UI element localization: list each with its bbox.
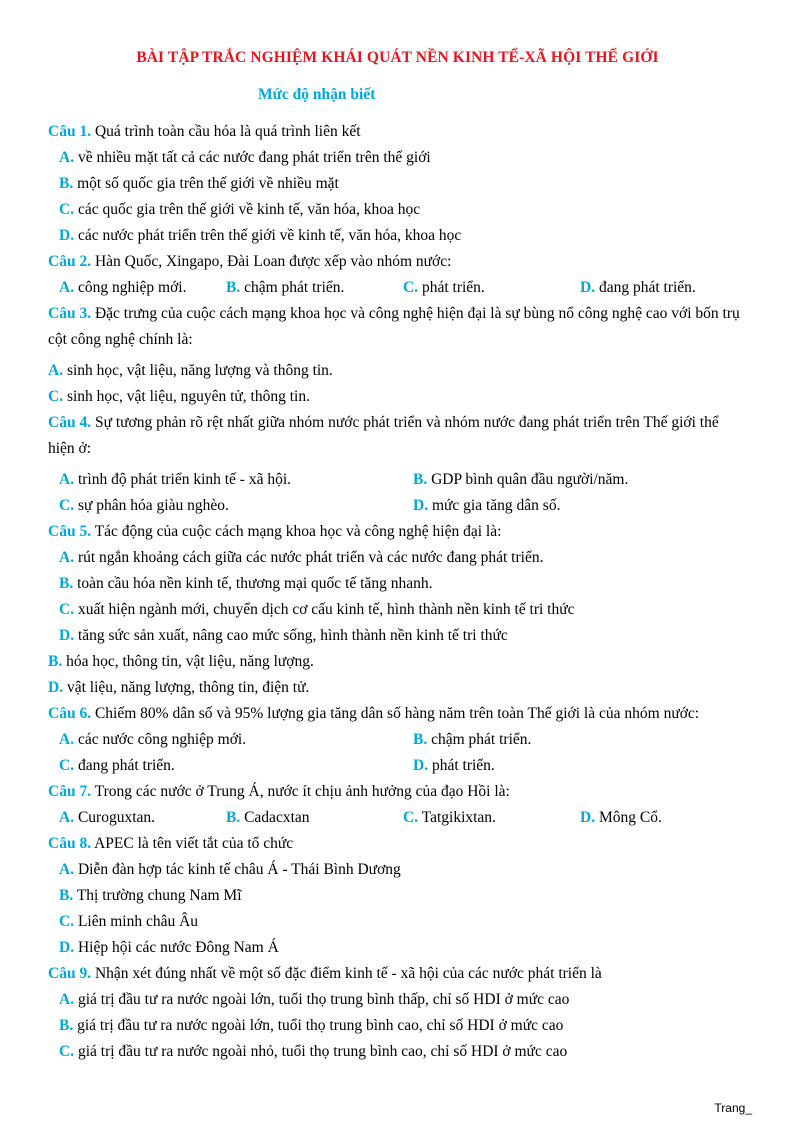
question-text: Tác động của cuộc cách mạng khoa học và công nghệ hiện đại là: bbox=[94, 523, 502, 540]
question-6 bbox=[48, 701, 748, 727]
option-text: Tatgikixtan. bbox=[421, 809, 496, 826]
option-label: A. bbox=[59, 471, 75, 488]
option-label: A. bbox=[59, 279, 75, 296]
option-a bbox=[48, 145, 748, 171]
option-b bbox=[48, 1013, 748, 1039]
option-label: C. bbox=[59, 913, 75, 930]
question-text: Hàn Quốc, Xingapo, Đài Loan được xếp vào nhóm nước: bbox=[94, 253, 452, 270]
option-text: sinh học, vật liệu, nguyên tử, thông tin. bbox=[66, 388, 310, 405]
option-b bbox=[226, 275, 403, 301]
question-text: Sự tương phản rõ rệt nhất giữa nhóm nước phát triển và nhóm nước đang phát triển trên Thế giới thể hiện ở: bbox=[48, 414, 719, 457]
option-row bbox=[48, 753, 748, 779]
option-label: A. bbox=[59, 809, 75, 826]
question-label: Câu 9. bbox=[48, 965, 92, 982]
option-text: toàn cầu hóa nền kinh tế, thương mại quốc tế tăng nhanh. bbox=[77, 575, 433, 592]
question-text: Đặc trưng của cuộc cách mạng khoa học và công nghệ hiện đại là sự bùng nổ công nghệ cao với bốn trụ cột công nghệ chính là: bbox=[48, 305, 740, 348]
question-label: Câu 5. bbox=[48, 523, 92, 540]
option-d bbox=[413, 493, 560, 519]
option-b bbox=[48, 571, 748, 597]
option-label: C. bbox=[403, 279, 419, 296]
option-c bbox=[48, 384, 748, 410]
question-label: Câu 7. bbox=[48, 783, 92, 800]
option-label: C. bbox=[59, 757, 75, 774]
question-4 bbox=[48, 410, 748, 462]
option-text: Thị trường chung Nam Mĩ bbox=[76, 887, 242, 904]
question-1 bbox=[48, 119, 748, 145]
option-label: B. bbox=[413, 471, 428, 488]
option-d bbox=[48, 623, 748, 649]
option-label: C. bbox=[59, 1043, 75, 1060]
option-text: GDP bình quân đầu người/năm. bbox=[431, 471, 629, 488]
question-5 bbox=[48, 519, 748, 545]
question-label: Câu 2. bbox=[48, 253, 92, 270]
option-b bbox=[226, 805, 403, 831]
option-text: Liên minh châu Âu bbox=[77, 913, 199, 930]
question-label: Câu 3. bbox=[48, 305, 92, 322]
question-label: Câu 1. bbox=[48, 123, 92, 140]
option-a bbox=[59, 275, 226, 301]
option-row bbox=[48, 493, 748, 519]
option-text: Diễn đàn hợp tác kinh tế châu Á - Thái Bình Dương bbox=[77, 861, 401, 878]
stray-option-d bbox=[48, 675, 748, 701]
option-label: D. bbox=[48, 679, 64, 696]
option-text: giá trị đầu tư ra nước ngoài lớn, tuổi thọ trung bình cao, chỉ số HDI ở mức cao bbox=[77, 1017, 564, 1034]
option-label: B. bbox=[59, 887, 74, 904]
option-label: D. bbox=[59, 227, 75, 244]
option-label: B. bbox=[226, 809, 241, 826]
question-9 bbox=[48, 961, 748, 987]
option-row bbox=[48, 805, 748, 831]
option-label: D. bbox=[580, 279, 596, 296]
option-row bbox=[48, 275, 748, 301]
option-label: B. bbox=[59, 175, 74, 192]
option-label: B. bbox=[226, 279, 241, 296]
option-d bbox=[580, 805, 662, 831]
option-label: D. bbox=[413, 497, 429, 514]
option-text: các quốc gia trên thế giới về kinh tế, văn hóa, khoa học bbox=[77, 201, 421, 218]
option-text: đang phát triển. bbox=[77, 757, 175, 774]
option-label: B. bbox=[413, 731, 428, 748]
option-d bbox=[48, 223, 748, 249]
option-a bbox=[48, 857, 748, 883]
option-label: C. bbox=[403, 809, 419, 826]
question-text: Quá trình toàn cầu hóa là quá trình liên kết bbox=[94, 123, 361, 140]
option-row bbox=[48, 467, 748, 493]
option-a bbox=[48, 545, 748, 571]
option-text: Hiệp hội các nước Đông Nam Á bbox=[77, 939, 279, 956]
option-c bbox=[48, 197, 748, 223]
option-text: mức gia tăng dân số. bbox=[431, 497, 561, 514]
option-c bbox=[59, 493, 413, 519]
option-a bbox=[59, 727, 413, 753]
option-text: sự phân hóa giàu nghèo. bbox=[77, 497, 229, 514]
option-text: vật liệu, năng lượng, thông tin, điện tử. bbox=[66, 679, 310, 696]
option-label: A. bbox=[59, 991, 75, 1008]
option-label: C. bbox=[59, 497, 75, 514]
option-text: hóa học, thông tin, vật liệu, năng lượng. bbox=[66, 653, 314, 670]
question-7 bbox=[48, 779, 748, 805]
option-label: D. bbox=[580, 809, 596, 826]
option-a bbox=[48, 358, 748, 384]
option-text: về nhiều mặt tất cả các nước đang phát triển trên thế giới bbox=[77, 149, 431, 166]
question-text: Nhận xét đúng nhất về một số đặc điểm kinh tế - xã hội của các nước phát triển là bbox=[94, 965, 602, 982]
option-text: giá trị đầu tư ra nước ngoài nhỏ, tuổi thọ trung bình cao, chỉ số HDI ở mức cao bbox=[77, 1043, 568, 1060]
option-text: công nghiệp mới. bbox=[77, 279, 187, 296]
question-label: Câu 6. bbox=[48, 705, 92, 722]
option-text: phát triển. bbox=[431, 757, 495, 774]
option-text: sinh học, vật liệu, năng lượng và thông tin. bbox=[66, 362, 333, 379]
option-text: các nước công nghiệp mới. bbox=[77, 731, 247, 748]
option-text: phát triển. bbox=[421, 279, 485, 296]
question-8 bbox=[48, 831, 748, 857]
option-label: A. bbox=[59, 731, 75, 748]
option-text: Mông Cổ. bbox=[598, 809, 662, 826]
question-text: APEC là tên viết tắt của tổ chức bbox=[94, 835, 294, 852]
option-label: A. bbox=[59, 149, 75, 166]
question-label: Câu 8. bbox=[48, 835, 92, 852]
option-c bbox=[48, 1039, 748, 1065]
option-text: đang phát triển. bbox=[598, 279, 696, 296]
option-b bbox=[48, 171, 748, 197]
option-label: A. bbox=[48, 362, 64, 379]
question-list bbox=[48, 119, 748, 1065]
option-d bbox=[48, 935, 748, 961]
page-footer: Trang_ bbox=[714, 1101, 752, 1115]
stray-option-b bbox=[48, 649, 748, 675]
option-label: A. bbox=[59, 861, 75, 878]
option-row bbox=[48, 727, 748, 753]
option-label: C. bbox=[59, 601, 75, 618]
option-text: chậm phát triển. bbox=[244, 279, 345, 296]
option-label: C. bbox=[59, 201, 75, 218]
option-text: xuất hiện ngành mới, chuyển dịch cơ cấu kinh tế, hình thành nền kinh tế tri thức bbox=[77, 601, 575, 618]
option-a bbox=[59, 467, 413, 493]
option-a bbox=[48, 987, 748, 1013]
option-label: D. bbox=[413, 757, 429, 774]
option-text: trình độ phát triển kinh tế - xã hội. bbox=[77, 471, 292, 488]
option-label: D. bbox=[59, 939, 75, 956]
option-d bbox=[580, 275, 696, 301]
option-text: giá trị đầu tư ra nước ngoài lớn, tuổi thọ trung bình thấp, chỉ số HDI ở mức cao bbox=[77, 991, 570, 1008]
option-label: A. bbox=[59, 549, 75, 566]
option-a bbox=[59, 805, 226, 831]
option-b bbox=[413, 467, 628, 493]
option-text: một số quốc gia trên thế giới về nhiều mặt bbox=[77, 175, 339, 192]
option-c bbox=[48, 909, 748, 935]
option-label: D. bbox=[59, 627, 75, 644]
option-label: B. bbox=[59, 575, 74, 592]
option-label: B. bbox=[59, 1017, 74, 1034]
question-3 bbox=[48, 301, 748, 353]
option-text: Cadacxtan bbox=[244, 809, 310, 826]
option-c bbox=[403, 275, 580, 301]
option-text: Curoguxtan. bbox=[77, 809, 156, 826]
option-b bbox=[48, 883, 748, 909]
option-label: B. bbox=[48, 653, 63, 670]
question-text: Trong các nước ở Trung Á, nước ít chịu ảnh hưởng của đạo Hồi là: bbox=[94, 783, 510, 800]
option-b bbox=[413, 727, 531, 753]
option-text: chậm phát triển. bbox=[431, 731, 532, 748]
section-subtitle: Mức độ nhận biết bbox=[258, 86, 376, 103]
option-label: C. bbox=[48, 388, 64, 405]
page-title: BÀI TẬP TRẮC NGHIỆM KHÁI QUÁT NỀN KINH TẾ-XÃ HỘI THẾ GIỚI bbox=[136, 49, 659, 66]
option-c bbox=[59, 753, 413, 779]
option-text: các nước phát triển trên thế giới về kinh tế, văn hóa, khoa học bbox=[77, 227, 462, 244]
question-text: Chiếm 80% dân số và 95% lượng gia tăng dân số hàng năm trên toàn Thế giới là của nhóm nước: bbox=[94, 705, 700, 722]
option-text: tăng sức sản xuất, nâng cao mức sống, hình thành nền kinh tế tri thức bbox=[77, 627, 508, 644]
option-c bbox=[48, 597, 748, 623]
question-2 bbox=[48, 249, 748, 275]
question-label: Câu 4. bbox=[48, 414, 92, 431]
option-c bbox=[403, 805, 580, 831]
option-text: rút ngắn khoảng cách giữa các nước phát triển và các nước đang phát triển. bbox=[77, 549, 544, 566]
option-d bbox=[413, 753, 495, 779]
